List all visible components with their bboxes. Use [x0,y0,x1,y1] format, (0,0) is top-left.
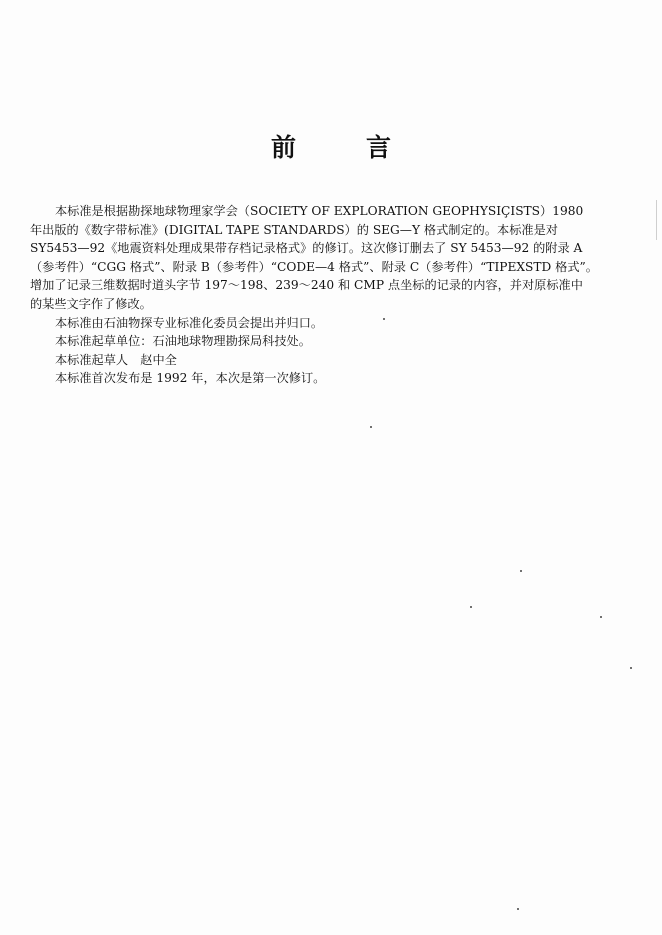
title-char-1: 前 [270,133,296,162]
paragraph-1-line-6: 的某些文字作了修改。 [30,296,152,311]
paragraph-1-line-1: 本标准是根据勘探地球物理家学会（SOCIETY OF EXPLORATION GEOPHYSIÇISTS）1980 [55,204,584,218]
paragraph-2: 本标准由石油物探专业标准化委员会提出并归口。 [55,315,324,330]
scan-speck [370,426,372,428]
paragraph-1-line-3: SY5453—92《地震资料处理成果带存档记录格式》的修订。这次修订删去了 SY 5453—92 的附录 A [30,241,583,256]
paragraph-1-line-4: （参考件）“CGG 格式”、附录 B（参考件）“CODE—4 格式”、附录 C（参考件）“TIPEXSTD 格式”。 [30,259,598,274]
scan-speck [383,318,385,320]
paragraph-5: 本标准首次发布是 1992 年，本次是第一次修订。 [55,371,326,386]
scan-edge-mark [656,200,657,240]
scan-speck [470,606,472,608]
preface-body [30,202,630,388]
paragraph-3: 本标准起草单位：石油地球物理勘探局科技处。 [55,334,311,349]
scan-speck [600,616,602,618]
paragraph-4: 本标准起草人 赵中全 [55,352,177,367]
paragraph-1 [30,202,630,314]
scan-speck [520,570,522,572]
scan-speck [630,667,632,669]
scan-speck [517,908,519,910]
page-title [0,128,662,164]
paragraph-1-line-2: 年出版的《数字带标准》(DIGITAL TAPE STANDARDS）的 SEG—Y 格式制定的。本标准是对 [30,222,558,237]
paragraph-1-line-5: 增加了记录三维数据时道头字节 197～198、239～240 和 CMP 点坐标的记录的内容，并对原标准中 [30,278,583,293]
title-char-2: 言 [366,133,392,162]
